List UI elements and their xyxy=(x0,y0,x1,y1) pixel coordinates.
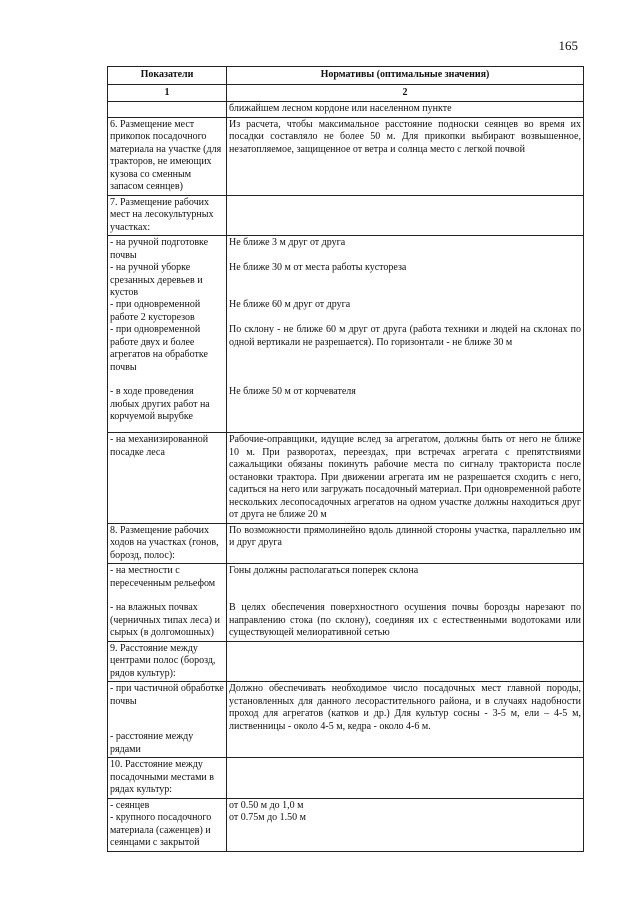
norms-table xyxy=(107,66,584,852)
norm-cell xyxy=(227,564,584,642)
indicator-text: - на ручной подготовке почвы xyxy=(110,237,209,261)
norm-cell xyxy=(227,798,584,851)
indicator-cell xyxy=(108,117,227,195)
indicator-text: - на ручной уборке срезанных деревьев и кустов xyxy=(110,262,203,298)
table-row xyxy=(108,682,584,758)
norm-text: ближайшем лесном кордоне или населенном пункте xyxy=(229,103,452,114)
norm-text: от 0.75м до 1.50 м xyxy=(229,812,306,823)
norm-cell xyxy=(227,523,584,564)
table-row xyxy=(108,433,584,524)
table-row xyxy=(108,758,584,799)
indicator-text: - при одновременной работе 2 кусторезов xyxy=(110,299,201,323)
norm-cell xyxy=(227,102,584,118)
norm-text: Должно обеспечивать необходимое число посадочных мест главной породы, установленных для данного лесорастительного района, и в случаях надобности проход для агрегатов (катков и др.) Для культур сосны - 3-5 м, ели – 4-5 м, лиственницы - около 4-5 м, кедра - около 4-6 м. xyxy=(229,683,581,732)
column-number-2: 2 xyxy=(227,84,584,102)
indicator-text: - на механизированной посадке леса xyxy=(110,434,209,458)
table-row xyxy=(108,798,584,851)
table-row xyxy=(108,236,584,433)
norm-cell xyxy=(227,641,584,682)
norm-cell xyxy=(227,236,584,433)
norm-text: Гоны должны располагаться поперек склона xyxy=(229,565,419,576)
table-row xyxy=(108,195,584,236)
table-row xyxy=(108,564,584,642)
norm-text: Не ближе 60 м друг от друга xyxy=(229,299,351,310)
column-number-row xyxy=(108,84,584,102)
norm-cell xyxy=(227,682,584,758)
indicator-text: 6. Размещение мест прикопок посадочного материала на участке (для тракторов, не имеющих кузова со сменным запасом сеянцев) xyxy=(110,118,222,192)
indicator-cell xyxy=(108,798,227,851)
indicator-text: - при одновременной работе двух и более агрегатов на обработке почвы xyxy=(110,324,208,373)
norm-text: Рабочие-оправщики, идущие вслед за агрегатом, должны быть от него не ближе 10 м. При разворотах, переездах, при встречах агрегата с препятствиями сажальщики обязаны покинуть рабочие места по сигналу тракториста после остановки трактора. При движении агрегата им не разрешается сходить с него, садиться на него или загружать посадочный материал. При одновременной работе нескольких лесопосадочных агрегатов на одном участке должны находиться друг от друга не ближе 20 м xyxy=(229,434,581,520)
table-row xyxy=(108,117,584,195)
indicator-text: - на местности с пересеченным рельефом xyxy=(110,565,216,589)
norm-text: По возможности прямолинейно вдоль длинной стороны участка, параллельно им и друг друга xyxy=(229,524,581,548)
indicator-text: - на влажных почвах (черничных типах леса) и сырых (в долгомошных) xyxy=(110,602,220,638)
indicator-text: 8. Размещение рабочих ходов на участках (гонов, борозд, полос): xyxy=(110,524,219,561)
norm-text: В целях обеспечения поверхностного осушения почвы борозды нарезают по направлению стока (по склону), соединяя их с естественными водотоками или существующей мелиоративной сетью xyxy=(229,602,581,638)
indicator-text: - при частичной обработке почвы xyxy=(110,683,224,707)
indicator-cell xyxy=(108,236,227,433)
column-number-1: 1 xyxy=(108,84,227,102)
indicator-cell xyxy=(108,102,227,118)
norm-cell xyxy=(227,117,584,195)
indicator-text: - расстояние между рядами xyxy=(110,731,194,755)
page-number: 165 xyxy=(558,38,578,53)
table-row xyxy=(108,102,584,118)
norm-text: Из расчета, чтобы максимальное расстояние подноски сеянцев во время их посадки составляло не более 50 м. Для прикопки выбирают возвышенное, незатопляемое, защищенное от ветра и солнца место с легкой почвой xyxy=(229,118,581,155)
indicator-cell xyxy=(108,195,227,236)
norm-cell xyxy=(227,195,584,236)
header-indicators: Показатели xyxy=(108,67,227,85)
indicator-cell xyxy=(108,523,227,564)
norm-text: Не ближе 30 м от места работы кустореза xyxy=(229,262,407,273)
indicator-text: 10. Расстояние между посадочными местами в рядах культур: xyxy=(110,759,214,795)
indicator-text: - в ходе проведения любых других работ на корчуемой вырубке xyxy=(110,386,210,422)
norm-text: от 0.50 м до 1,0 м xyxy=(229,799,304,811)
table-row xyxy=(108,641,584,682)
indicator-cell xyxy=(108,682,227,758)
norm-text: Не ближе 3 м друг от друга xyxy=(229,237,346,248)
norm-cell xyxy=(227,758,584,799)
indicator-cell xyxy=(108,758,227,799)
header-row xyxy=(108,67,584,85)
norm-text: Не ближе 50 м от корчевателя xyxy=(229,386,356,397)
indicator-text: - сеянцев xyxy=(110,799,150,811)
norm-text: По склону - не ближе 60 м друг от друга (работа техники и людей на склонах по одной вертикали не разрешается). По горизонтали - не ближе 30 м xyxy=(229,324,581,348)
indicator-text: 7. Размещение рабочих мест на лесокультурных участках: xyxy=(110,196,214,233)
indicator-cell xyxy=(108,641,227,682)
table-row xyxy=(108,523,584,564)
header-norms: Нормативы (оптимальные значения) xyxy=(227,67,584,85)
norm-cell xyxy=(227,433,584,524)
indicator-cell xyxy=(108,564,227,642)
indicator-text: - крупного посадочного материала (саженцев) и сеянцами с закрытой xyxy=(110,812,212,848)
indicator-cell xyxy=(108,433,227,524)
indicator-text: 9. Расстояние между центрами полос (борозд, рядов культур): xyxy=(110,642,216,679)
